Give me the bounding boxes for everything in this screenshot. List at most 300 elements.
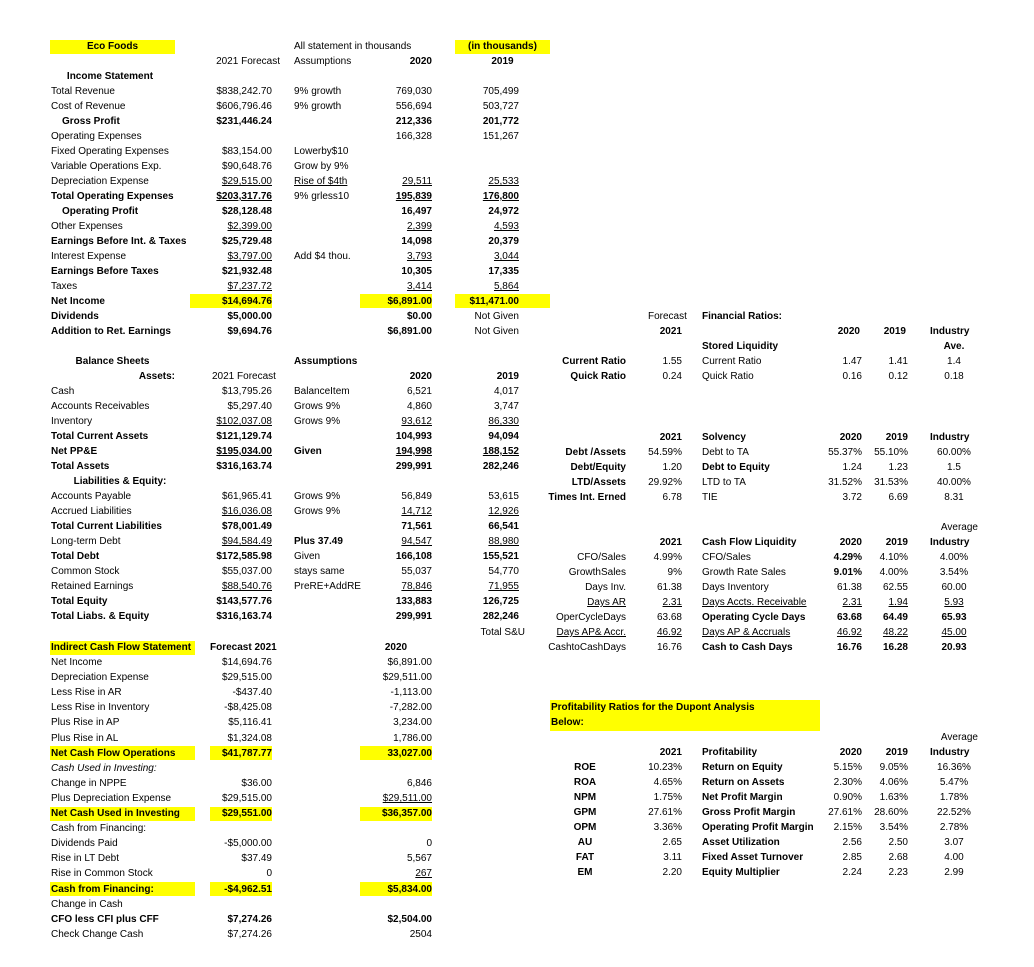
ratio-industry-value: 2.78%	[939, 822, 969, 833]
ratio-2019-value: 1.23	[888, 462, 908, 473]
balance-assumption: Grows 9%	[294, 506, 341, 517]
ratio-2019-value: 0.12	[888, 371, 908, 382]
ratio-name: Net Profit Margin	[702, 792, 783, 803]
ratios-header-stored: Stored Liquidity	[702, 341, 779, 352]
ratio-industry-value: 1.5	[947, 462, 961, 473]
income-forecast-value: $203,317.76	[216, 191, 272, 202]
balance-assumption: stays same	[294, 566, 345, 577]
ratio-2019-value: 64.49	[882, 612, 908, 623]
ratio-2020-value: 4.29%	[833, 552, 862, 563]
cf-header: Cash Flow Liquidity	[702, 537, 797, 548]
cashflow-row-label: Less Rise in AR	[51, 687, 122, 699]
balance-2020-value: 71,561	[401, 521, 432, 532]
ratio-name: Debt to TA	[702, 447, 749, 458]
balance-row-label: Total Current Liabilities	[51, 521, 162, 532]
ratio-forecast-value: 10.23%	[648, 762, 682, 773]
balance-2019-value: 53,615	[488, 491, 519, 502]
ratio-forecast-value: 27.61%	[648, 807, 682, 818]
balance-forecast-value: $5,297.40	[227, 401, 272, 412]
balance-2019-value: 126,725	[482, 596, 519, 607]
balance-forecast-value: $94,584.49	[221, 536, 272, 547]
balance-forecast-value: $78,001.49	[221, 521, 272, 532]
income-forecast-value: $29,515.00	[221, 176, 272, 187]
income-2019-value: Not Given	[474, 326, 519, 337]
ratio-2020-value: 61.38	[836, 582, 862, 593]
income-row-label: Total Operating Expenses	[51, 191, 174, 202]
cashflow-row-label: Cash Used in Investing:	[51, 762, 157, 774]
balance-2020-value: 55,037	[401, 566, 432, 577]
income-2020-value: 3,793	[406, 251, 432, 262]
income-2020-value: $6,891.00	[387, 326, 432, 337]
ratio-2019-value: 2.68	[888, 852, 908, 863]
ratio-left-label: GPM	[573, 807, 597, 818]
ratio-2020-value: 55.37%	[828, 447, 862, 458]
ratio-industry-value: 16.36%	[937, 762, 971, 773]
balance-row-label: Long-term Debt	[51, 536, 121, 547]
cashflow-forecast-value	[190, 762, 272, 776]
balance-2019-value: 4,017	[493, 386, 519, 397]
cashflow-row-label: Depreciation Expense	[51, 672, 149, 684]
cashflow-row-label: Cash from Financing:	[51, 823, 147, 835]
cashflow-2020-value: 33,027.00	[387, 747, 432, 759]
ratio-forecast-value: 2.31	[662, 597, 682, 608]
ratio-left-label: GrowthSales	[568, 567, 626, 578]
balance-row-label: Total Liabs. & Equity	[51, 611, 150, 622]
cashflow-forecast-value: $29,551.00	[221, 808, 272, 819]
ratio-name: Debt to Equity	[702, 462, 770, 473]
balance-forecast-value: $195,034.00	[216, 446, 272, 457]
income-row-label: Fixed Operating Expenses	[51, 146, 169, 157]
ratio-2019-value: 55.10%	[874, 447, 908, 458]
balance-row-label: Accrued Liabilities	[51, 506, 132, 517]
ratio-left-label: LTD/Assets	[571, 477, 626, 488]
ratio-name: Operating Profit Margin	[702, 822, 814, 833]
ratio-name: Equity Multiplier	[702, 867, 780, 878]
income-2019-value: 201,772	[482, 116, 519, 127]
ratio-forecast-value: 3.36%	[653, 822, 682, 833]
cashflow-2020-value: 6,846	[406, 777, 432, 789]
balance-header-2020: 2020	[409, 371, 432, 382]
balance-row-label: Accounts Receivables	[51, 401, 150, 412]
ratio-2020-value: 0.90%	[833, 792, 862, 803]
ratio-left-label: ROA	[573, 777, 597, 788]
income-forecast-value: $606,796.46	[216, 101, 272, 112]
income-2019-value: 3,044	[493, 251, 519, 262]
balance-2020-value: 94,547	[401, 536, 432, 547]
ratio-forecast-value: 4.99%	[653, 552, 682, 563]
cashflow-row-label: Cash from Financing:	[51, 883, 154, 895]
ratio-name: Asset Utilization	[702, 837, 780, 848]
ratio-left-label: Current Ratio	[562, 356, 626, 367]
ratio-industry-value: 1.4	[947, 356, 961, 367]
ratio-industry-value: 4.00%	[939, 552, 969, 563]
income-2019-value: 151,267	[482, 131, 519, 142]
ratio-industry-value: 8.31	[944, 492, 964, 503]
income-forecast-value: $83,154.00	[221, 146, 272, 157]
ratio-forecast-value: 2.65	[662, 837, 682, 848]
balance-forecast-value: $121,129.74	[216, 431, 272, 442]
cashflow-forecast-value: $29,515.00	[221, 792, 272, 804]
ratio-2019-value: 6.69	[888, 492, 908, 503]
income-row-label: Earnings Before Int. & Taxes	[51, 236, 187, 247]
balance-forecast-value: $13,795.26	[221, 386, 272, 397]
balance-2020-value: 14,712	[401, 506, 432, 517]
balance-forecast-value: $143,577.76	[216, 596, 272, 607]
cashflow-forecast-value: $14,694.76	[221, 657, 272, 668]
balance-2019-value: 88,980	[488, 536, 519, 547]
cashflow-row-label: Rise in Common Stock	[51, 868, 153, 880]
ratio-left-label: EM	[577, 867, 593, 878]
income-2020-value: $6,891.00	[387, 296, 432, 307]
balance-assumption: PreRE+AddRE	[294, 581, 361, 592]
cashflow-forecast-value: -$437.40	[232, 687, 272, 699]
ratio-2020-value: 27.61%	[828, 807, 862, 818]
header-all-statement: All statement in thousands	[294, 41, 412, 52]
ratio-name: Return on Equity	[702, 762, 783, 773]
cashflow-forecast-value: -$5,000.00	[224, 838, 272, 850]
cf-header-2021: 2021	[659, 537, 682, 548]
income-2019-value: 17,335	[488, 266, 519, 277]
balance-assumption: Grows 9%	[294, 401, 341, 412]
ratio-forecast-value: 1.55	[662, 356, 682, 367]
ratio-forecast-value: 2.20	[662, 867, 682, 878]
ratio-industry-value: 60.00%	[937, 447, 971, 458]
balance-2020-value: 166,108	[395, 551, 432, 562]
cashflow-2020-value: $5,834.00	[387, 883, 432, 895]
ratio-industry-value: 65.93	[941, 612, 967, 623]
balance-2020-value: 93,612	[401, 416, 432, 427]
ratio-2019-value: 4.06%	[879, 777, 908, 788]
ratio-forecast-value: 4.65%	[653, 777, 682, 788]
ratios-header-forecast: Forecast	[648, 311, 687, 322]
income-forecast-value: $9,694.76	[227, 326, 272, 337]
ratio-forecast-value: 61.38	[656, 582, 682, 593]
cashflow-2020-value	[360, 898, 432, 912]
ratio-2019-value: 1.41	[888, 356, 908, 367]
dupont-title-2: Below:	[551, 717, 584, 728]
cashflow-row-label: Net Cash Used in Investing	[51, 808, 180, 819]
income-row-label: Dividends	[51, 311, 99, 322]
income-2019-value: 4,593	[493, 221, 519, 232]
balance-row-label: Total Debt	[51, 551, 100, 562]
ratio-left-label: OperCycleDays	[555, 612, 626, 623]
ratio-left-label: FAT	[575, 852, 595, 863]
cashflow-2020-value: 5,567	[406, 853, 432, 865]
cashflow-row-label: Net Income	[51, 657, 103, 668]
ratio-name: LTD to TA	[702, 477, 746, 488]
ratio-2019-value: 3.54%	[879, 822, 908, 833]
ratio-left-label: Times Int. Erned	[548, 492, 626, 503]
company-name: Eco Foods	[86, 41, 139, 52]
income-forecast-value: $21,932.48	[221, 266, 272, 277]
ratio-left-label: CFO/Sales	[577, 552, 626, 563]
ratio-forecast-value: 46.92	[656, 627, 682, 638]
balance-row-label: Common Stock	[51, 566, 120, 577]
ratio-2019-value: 28.60%	[874, 807, 908, 818]
cashflow-2020-value: 2504	[409, 928, 432, 940]
cashflow-2020-value: 267	[415, 868, 432, 880]
ratio-left-label: ROE	[574, 762, 596, 773]
ratio-industry-value: 4.00	[944, 852, 964, 863]
balance-header-forecast: 2021 Forecast	[212, 371, 276, 382]
solvency-header-2020: 2020	[839, 432, 862, 443]
balance-forecast-value: $61,965.41	[221, 491, 272, 502]
cf-header-industry: Industry	[930, 537, 970, 548]
ratio-2020-value: 2.15%	[833, 822, 862, 833]
income-row-label: Other Expenses	[51, 221, 123, 232]
cashflow-forecast-value	[190, 898, 272, 912]
ratio-industry-value: 3.54%	[939, 567, 969, 578]
balance-row-label: Total Assets	[51, 461, 110, 472]
cashflow-2020-value: $2,504.00	[387, 913, 432, 925]
ratio-left-label: Debt/Equity	[570, 462, 626, 473]
ratios-header-2021: 2021	[659, 326, 682, 337]
income-forecast-value: $838,242.70	[216, 86, 272, 97]
income-row-label: Total Revenue	[51, 86, 115, 97]
solvency-header-2019: 2019	[885, 432, 908, 443]
income-2019-value: 503,727	[482, 101, 519, 112]
ratio-name: Days AP & Accruals	[702, 627, 791, 638]
income-forecast-value: $231,446.24	[216, 116, 272, 127]
income-assumption: Rise of $4th	[294, 176, 348, 187]
cashflow-row-label: Less Rise in Inventory	[51, 702, 150, 714]
ratio-left-label: Debt /Assets	[565, 447, 626, 458]
balance-2020-value: 133,883	[395, 596, 432, 607]
ratio-industry-value: 20.93	[941, 642, 967, 653]
header-2019: 2019	[491, 56, 514, 67]
balance-assumption: Grows 9%	[294, 491, 341, 502]
ratio-name: Gross Profit Margin	[702, 807, 796, 818]
ratio-left-label: Days AP& Accr.	[556, 627, 626, 638]
cashflow-2020-value: 0	[426, 838, 432, 850]
ratio-forecast-value: 9%	[667, 567, 682, 578]
cashflow-forecast-value: 0	[266, 868, 272, 880]
ratio-industry-value: 0.18	[944, 371, 964, 382]
cashflow-2020-value	[360, 762, 432, 776]
cashflow-forecast-value: $41,787.77	[221, 747, 272, 759]
ratio-2020-value: 1.47	[842, 356, 862, 367]
prof-header-2020: 2020	[839, 747, 862, 758]
balance-assets-label: Assets:	[138, 371, 175, 382]
income-forecast-value: $90,648.76	[221, 161, 272, 172]
balance-2019-value: 282,246	[482, 461, 519, 472]
ratio-name: Days Accts. Receivable	[702, 597, 807, 608]
ratio-2020-value: 31.52%	[828, 477, 862, 488]
balance-liab-label: Liabilities & Equity:	[73, 476, 167, 487]
ratio-2019-value: 2.50	[888, 837, 908, 848]
income-2019-value: $11,471.00	[469, 296, 519, 307]
cashflow-2020-value: $36,357.00	[381, 808, 432, 819]
ratio-2019-value: 4.10%	[879, 552, 908, 563]
ratio-name: Return on Assets	[702, 777, 785, 788]
income-assumption: Grow by 9%	[294, 161, 349, 172]
income-2020-value: 29,511	[402, 176, 432, 187]
income-2019-value: Not Given	[474, 311, 519, 322]
cashflow-forecast-value: $37.49	[241, 853, 272, 865]
ratios-header-2020: 2020	[837, 326, 860, 337]
ratio-industry-value: 40.00%	[937, 477, 971, 488]
balance-row-label: Cash	[51, 386, 75, 397]
cashflow-row-label: Dividends Paid	[51, 838, 118, 850]
ratio-industry-value: 5.93	[944, 597, 964, 608]
ratio-name: Fixed Asset Turnover	[702, 852, 804, 863]
ratio-2019-value: 9.05%	[879, 762, 908, 773]
cashflow-2020-value: -1,113.00	[390, 687, 432, 699]
ratio-name: Cash to Cash Days	[702, 642, 793, 653]
balance-header-assumptions: Assumptions	[294, 356, 358, 367]
balance-2020-value: 4,860	[406, 401, 432, 412]
ratio-forecast-value: 29.92%	[648, 477, 682, 488]
ratio-2020-value: 16.76	[836, 642, 862, 653]
income-forecast-value: $3,797.00	[227, 251, 272, 262]
cashflow-row-label: Change in NPPE	[51, 777, 127, 789]
balance-row-label: Total Equity	[51, 596, 108, 607]
income-assumption: 9% growth	[294, 101, 342, 112]
prof-header-industry: Industry	[930, 747, 970, 758]
ratio-name: TIE	[702, 492, 718, 503]
balance-2019-value: 94,094	[488, 431, 519, 442]
ratio-2020-value: 1.24	[842, 462, 862, 473]
prof-average-label: Average	[940, 732, 978, 743]
cashflow-forecast-value: $1,324.08	[227, 732, 272, 744]
income-2020-value: 10,305	[401, 266, 432, 277]
ratio-forecast-value: 1.75%	[653, 792, 682, 803]
total-snu: Total S&U	[480, 627, 525, 638]
cashflow-2020-value: -7,282.00	[389, 702, 432, 714]
balance-forecast-value: $55,037.00	[221, 566, 272, 577]
ratio-forecast-value: 63.68	[656, 612, 682, 623]
income-2020-value: $0.00	[406, 311, 432, 322]
cashflow-header-2020: 2020	[384, 642, 408, 653]
cashflow-row-label: Rise in LT Debt	[51, 853, 119, 865]
income-row-label: Net Income	[51, 296, 105, 307]
ratio-industry-value: 5.47%	[939, 777, 969, 788]
balance-2019-value: 71,955	[488, 581, 519, 592]
balance-2020-value: 56,849	[401, 491, 432, 502]
ratio-2019-value: 62.55	[882, 582, 908, 593]
income-2019-value: 176,800	[482, 191, 519, 202]
income-2020-value	[360, 160, 432, 174]
income-2019-value: 20,379	[488, 236, 519, 247]
ratio-name: Quick Ratio	[702, 371, 754, 382]
income-forecast-value: $28,128.48	[221, 206, 272, 217]
income-2020-value: 769,030	[395, 86, 432, 97]
balance-2020-value: 194,998	[395, 446, 432, 457]
income-2020-value: 556,694	[395, 101, 432, 112]
cf-header-2020: 2020	[839, 537, 862, 548]
ratio-2019-value: 16.28	[882, 642, 908, 653]
income-2020-value: 212,336	[395, 116, 432, 127]
income-2019-value	[455, 160, 519, 174]
cf-average-label: Average	[940, 522, 978, 533]
ratio-2020-value: 46.92	[836, 627, 862, 638]
income-2020-value	[360, 145, 432, 159]
cashflow-2020-value: $6,891.00	[387, 657, 432, 668]
ratio-industry-value: 45.00	[941, 627, 967, 638]
ratio-forecast-value: 16.76	[656, 642, 682, 653]
balance-2019-value: 282,246	[482, 611, 519, 622]
ratios-header-industry: Industry	[930, 326, 970, 337]
cashflow-forecast-value: $7,274.26	[227, 928, 272, 940]
balance-2019-value: 188,152	[482, 446, 519, 457]
balance-assumption: Given	[294, 551, 321, 562]
cashflow-2020-value: 3,234.00	[393, 717, 432, 729]
income-row-label: Earnings Before Taxes	[51, 266, 159, 277]
cashflow-forecast-value	[190, 822, 272, 836]
balance-row-label: Net PP&E	[51, 446, 98, 457]
ratio-2020-value: 9.01%	[833, 567, 862, 578]
header-forecast: 2021 Forecast	[216, 56, 280, 67]
balance-assumption: Grows 9%	[294, 416, 341, 427]
cashflow-row-label: Plus Rise in AP	[51, 717, 120, 729]
section-income-statement: Income Statement	[66, 71, 154, 82]
balance-forecast-value: $88,540.76	[221, 581, 272, 592]
cashflow-row-label: Plus Rise in AL	[51, 732, 119, 744]
income-forecast-value: $14,694.76	[221, 296, 272, 307]
ratio-2020-value: 2.30%	[833, 777, 862, 788]
cashflow-forecast-value: $29,515.00	[221, 672, 272, 684]
income-row-label: Interest Expense	[51, 251, 127, 262]
balance-forecast-value: $172,585.98	[216, 551, 272, 562]
cashflow-forecast-value: -$4,962.51	[224, 883, 272, 895]
income-2020-value: 166,328	[395, 131, 432, 142]
balance-forecast-value: $102,037.08	[216, 416, 272, 427]
income-2020-value: 16,497	[401, 206, 432, 217]
balance-forecast-value: $316,163.74	[216, 611, 272, 622]
cashflow-2020-value: $29,511.00	[382, 672, 432, 684]
cashflow-2020-value	[360, 822, 432, 836]
balance-title: Balance Sheets	[75, 356, 150, 367]
balance-row-label: Accounts Payable	[51, 491, 132, 502]
income-row-label: Addition to Ret. Earnings	[51, 326, 171, 337]
ratio-2020-value: 5.15%	[833, 762, 862, 773]
cashflow-forecast-value: -$8,425.08	[224, 702, 272, 714]
ratio-2019-value: 48.22	[882, 627, 908, 638]
cashflow-2020-value: 1,786.00	[393, 732, 432, 744]
income-forecast-value: $25,729.48	[221, 236, 272, 247]
cashflow-forecast-value: $36.00	[241, 777, 272, 789]
ratio-2020-value: 63.68	[836, 612, 862, 623]
ratio-left-label: Days Inv.	[585, 582, 626, 593]
cashflow-forecast-value: $5,116.41	[228, 717, 272, 729]
cashflow-row-label: Net Cash Flow Operations	[51, 747, 176, 759]
balance-2019-value: 66,541	[488, 521, 519, 532]
balance-2020-value: 299,991	[395, 611, 432, 622]
income-forecast-value: $2,399.00	[227, 221, 272, 232]
ratio-name: Days Inventory	[702, 582, 769, 593]
balance-row-label: Retained Earnings	[51, 581, 134, 592]
balance-assumption: BalanceItem	[294, 386, 350, 397]
income-row-label: Depreciation Expense	[51, 176, 149, 187]
ratio-industry-value: 1.78%	[939, 792, 969, 803]
prof-header-2019: 2019	[885, 747, 908, 758]
ratio-name: CFO/Sales	[702, 552, 751, 563]
cashflow-forecast-value: $7,274.26	[227, 913, 272, 925]
income-row-label: Cost of Revenue	[51, 101, 126, 112]
income-assumption: 9% growth	[294, 86, 342, 97]
ratio-2020-value: 2.24	[842, 867, 862, 878]
income-forecast-value: $5,000.00	[227, 311, 272, 322]
ratio-name: Operating Cycle Days	[702, 612, 806, 623]
ratio-2020-value: 2.85	[842, 852, 862, 863]
income-row-label: Taxes	[51, 281, 78, 292]
ratio-left-label: CashtoCashDays	[548, 642, 626, 653]
income-2019-value: 705,499	[482, 86, 519, 97]
cashflow-header-forecast: Forecast 2021	[210, 642, 277, 653]
ratio-left-label: OPM	[573, 822, 597, 833]
ratio-2019-value: 4.00%	[879, 567, 908, 578]
ratio-industry-value: 22.52%	[937, 807, 971, 818]
